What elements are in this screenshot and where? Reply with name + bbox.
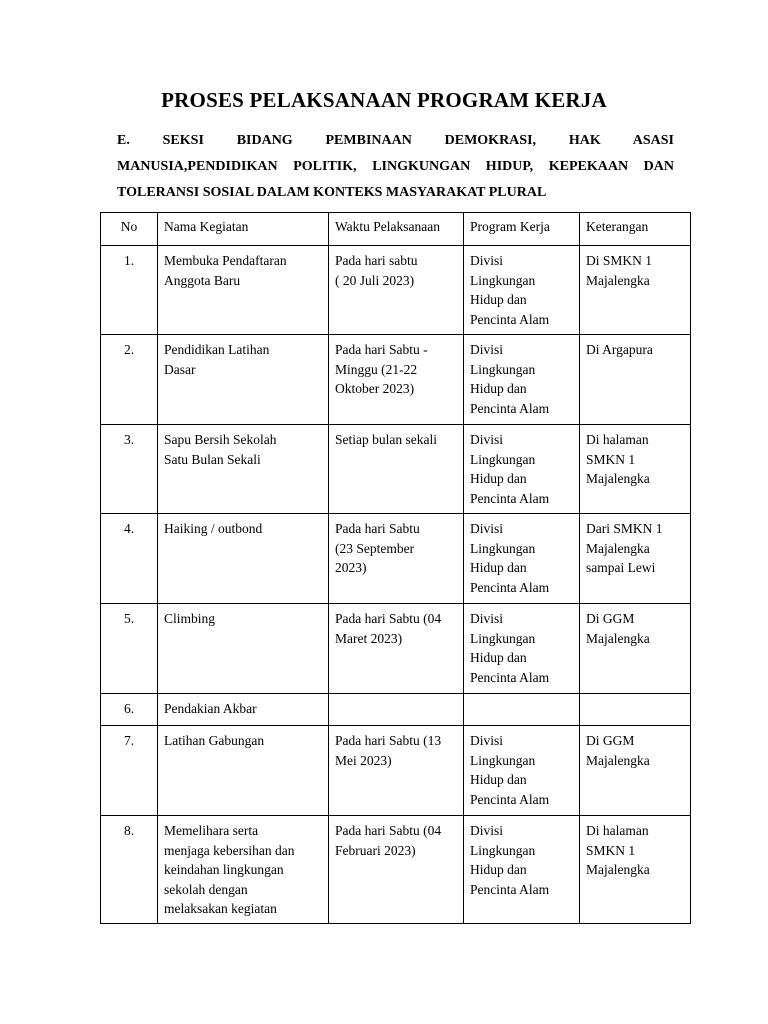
cell-keterangan-line: Dari SMKN 1: [586, 521, 663, 536]
cell-program-kerja: [464, 726, 580, 816]
section-heading: [117, 128, 674, 206]
cell-waktu-pelaksanaan: [329, 514, 464, 604]
cell-nama-kegiatan-line: Satu Bulan Sekali: [164, 451, 261, 467]
cell-waktu-pelaksanaan-line: Pada hari Sabtu (13: [335, 733, 442, 748]
cell-program-kerja-line: Lingkungan: [470, 752, 536, 768]
cell-no: 1.: [101, 246, 158, 335]
cell-program-kerja: [464, 335, 580, 425]
cell-program-kerja-line: Divisi: [470, 342, 504, 357]
cell-keterangan: [580, 246, 691, 335]
page-title: PROSES PELAKSANAAN PROGRAM KERJA: [161, 88, 607, 112]
header-no: No: [101, 213, 158, 246]
cell-nama-kegiatan-line: Climbing: [164, 611, 216, 626]
cell-nama-kegiatan-line: Sapu Bersih Sekolah: [164, 432, 277, 447]
cell-no: 2.: [101, 335, 158, 425]
cell-program-kerja-line: Divisi: [470, 521, 504, 536]
cell-nama-kegiatan: [158, 514, 329, 604]
cell-program-kerja-line: Divisi: [470, 432, 504, 447]
cell-nama-kegiatan: [158, 425, 329, 514]
cell-program-kerja-line: Lingkungan: [470, 451, 536, 467]
cell-nama-kegiatan: [158, 246, 329, 335]
cell-no: 3.: [101, 425, 158, 514]
cell-waktu-pelaksanaan-line: Pada hari sabtu: [335, 253, 418, 268]
cell-waktu-pelaksanaan-line: Mei 2023): [335, 752, 392, 768]
table-row: [101, 246, 691, 335]
cell-nama-kegiatan-line: Anggota Baru: [164, 272, 241, 288]
cell-keterangan-line: Majalengka: [586, 471, 650, 486]
cell-waktu-pelaksanaan-line: 2023): [335, 560, 367, 575]
cell-waktu-pelaksanaan-line: Februari 2023): [335, 842, 416, 858]
cell-keterangan-line: Majalengka: [586, 540, 650, 556]
cell-nama-kegiatan-line: Haiking / outbond: [164, 521, 263, 536]
cell-keterangan: [580, 604, 691, 694]
cell-keterangan-line: Di halaman: [586, 823, 649, 838]
cell-waktu-pelaksanaan: [329, 694, 464, 726]
cell-nama-kegiatan: [158, 694, 329, 726]
cell-no: 5.: [101, 604, 158, 694]
cell-nama-kegiatan-line: Memelihara serta: [164, 823, 259, 838]
cell-waktu-pelaksanaan: [329, 726, 464, 816]
table-row: [101, 694, 691, 726]
cell-waktu-pelaksanaan-line: Setiap bulan sekali: [335, 432, 437, 447]
cell-program-kerja-line: Pencinta Alam: [470, 311, 550, 327]
cell-program-kerja-line: Divisi: [470, 733, 504, 748]
cell-program-kerja-line: Pencinta Alam: [470, 669, 550, 685]
table-row: [101, 335, 691, 425]
cell-keterangan-line: Di halaman: [586, 432, 649, 447]
cell-program-kerja-line: Lingkungan: [470, 630, 536, 646]
cell-program-kerja: [464, 694, 580, 726]
cell-keterangan: [580, 514, 691, 604]
cell-keterangan-line: Di SMKN 1: [586, 253, 653, 268]
cell-nama-kegiatan-line: Dasar: [164, 361, 196, 377]
cell-program-kerja-line: Hidup dan: [470, 292, 527, 307]
cell-program-kerja: [464, 816, 580, 924]
cell-waktu-pelaksanaan: [329, 246, 464, 335]
cell-program-kerja-line: Lingkungan: [470, 842, 536, 858]
cell-keterangan-line: Majalengka: [586, 752, 650, 768]
cell-keterangan-line: Majalengka: [586, 272, 650, 288]
cell-keterangan: [580, 726, 691, 816]
cell-nama-kegiatan-line: menjaga kebersihan dan: [164, 842, 295, 858]
cell-keterangan-line: Di GGM: [586, 733, 635, 748]
cell-keterangan-line: Majalengka: [586, 630, 650, 646]
cell-program-kerja-line: Pencinta Alam: [470, 881, 550, 897]
cell-program-kerja-line: Hidup dan: [470, 772, 527, 787]
cell-no: 7.: [101, 726, 158, 816]
header-program-kerja: Program Kerja: [464, 213, 580, 246]
cell-program-kerja-line: Divisi: [470, 823, 504, 838]
cell-nama-kegiatan: [158, 604, 329, 694]
cell-program-kerja-line: Hidup dan: [470, 471, 527, 486]
table-row: [101, 816, 691, 924]
header-waktu-pelaksanaan: Waktu Pelaksanaan: [329, 213, 464, 246]
cell-nama-kegiatan: [158, 726, 329, 816]
cell-waktu-pelaksanaan-line: Pada hari Sabtu: [335, 521, 420, 536]
cell-waktu-pelaksanaan-line: Pada hari Sabtu (04: [335, 823, 442, 838]
cell-program-kerja-line: Hidup dan: [470, 560, 527, 575]
cell-nama-kegiatan-line: Latihan Gabungan: [164, 733, 265, 748]
cell-waktu-pelaksanaan-line: Minggu (21-22: [335, 361, 418, 377]
cell-program-kerja-line: Pencinta Alam: [470, 579, 550, 595]
cell-waktu-pelaksanaan: [329, 604, 464, 694]
cell-nama-kegiatan-line: keindahan lingkungan: [164, 862, 284, 877]
cell-program-kerja-line: Lingkungan: [470, 272, 536, 288]
cell-program-kerja-line: Hidup dan: [470, 381, 527, 396]
table-row: [101, 425, 691, 514]
cell-nama-kegiatan-line: Membuka Pendaftaran: [164, 253, 287, 268]
cell-keterangan: [580, 335, 691, 425]
cell-program-kerja-line: Lingkungan: [470, 540, 536, 556]
cell-waktu-pelaksanaan-line: (23 September: [335, 540, 415, 556]
table-row: [101, 726, 691, 816]
cell-keterangan-line: sampai Lewi: [586, 560, 656, 575]
section-heading-line-2: MANUSIA,PENDIDIKAN POLITIK, LINGKUNGAN HIDUP, KEPEKAAN DAN: [117, 159, 674, 174]
header-keterangan: Keterangan: [580, 213, 691, 246]
cell-keterangan: [580, 816, 691, 924]
cell-nama-kegiatan-line: Pendakian Akbar: [164, 701, 257, 716]
cell-waktu-pelaksanaan-line: Maret 2023): [335, 630, 403, 646]
cell-waktu-pelaksanaan: [329, 816, 464, 924]
table-header-row: [101, 213, 691, 246]
cell-program-kerja-line: Hidup dan: [470, 862, 527, 877]
cell-program-kerja: [464, 425, 580, 514]
cell-waktu-pelaksanaan-line: Oktober 2023): [335, 381, 415, 396]
cell-program-kerja-line: Lingkungan: [470, 361, 536, 377]
cell-nama-kegiatan: [158, 335, 329, 425]
cell-waktu-pelaksanaan-line: Pada hari Sabtu (04: [335, 611, 442, 626]
section-heading-line-3: TOLERANSI SOSIAL DALAM KONTEKS MASYARAKAT PLURAL: [117, 185, 547, 200]
cell-nama-kegiatan-line: Pendidikan Latihan: [164, 342, 270, 357]
cell-keterangan-line: SMKN 1: [586, 451, 636, 467]
cell-no: 4.: [101, 514, 158, 604]
cell-keterangan: [580, 694, 691, 726]
cell-keterangan-line: Majalengka: [586, 862, 650, 877]
cell-program-kerja: [464, 246, 580, 335]
cell-program-kerja-line: Pencinta Alam: [470, 400, 550, 416]
header-nama-kegiatan: Nama Kegiatan: [158, 213, 329, 246]
cell-program-kerja: [464, 604, 580, 694]
cell-keterangan-line: SMKN 1: [586, 842, 636, 858]
cell-program-kerja-line: Pencinta Alam: [470, 791, 550, 807]
cell-no: 8.: [101, 816, 158, 924]
cell-nama-kegiatan-line: sekolah dengan: [164, 881, 248, 897]
cell-program-kerja-line: Divisi: [470, 253, 504, 268]
table-row: [101, 604, 691, 694]
cell-keterangan-line: Di GGM: [586, 611, 635, 626]
cell-no: 6.: [101, 694, 158, 726]
cell-program-kerja-line: Pencinta Alam: [470, 490, 550, 506]
cell-nama-kegiatan-line: melaksakan kegiatan: [164, 901, 277, 916]
cell-waktu-pelaksanaan: [329, 425, 464, 514]
cell-nama-kegiatan: [158, 816, 329, 924]
cell-program-kerja-line: Hidup dan: [470, 650, 527, 665]
cell-waktu-pelaksanaan: [329, 335, 464, 425]
cell-waktu-pelaksanaan-line: ( 20 Juli 2023): [335, 272, 415, 288]
program-table: [100, 212, 691, 924]
cell-keterangan-line: Di Argapura: [586, 342, 653, 357]
table-row: [101, 514, 691, 604]
cell-program-kerja: [464, 514, 580, 604]
cell-program-kerja-line: Divisi: [470, 611, 504, 626]
cell-waktu-pelaksanaan-line: Pada hari Sabtu -: [335, 342, 428, 357]
cell-keterangan: [580, 425, 691, 514]
section-heading-line-1: E. SEKSI BIDANG PEMBINAAN DEMOKRASI, HAK ASASI: [117, 133, 674, 148]
